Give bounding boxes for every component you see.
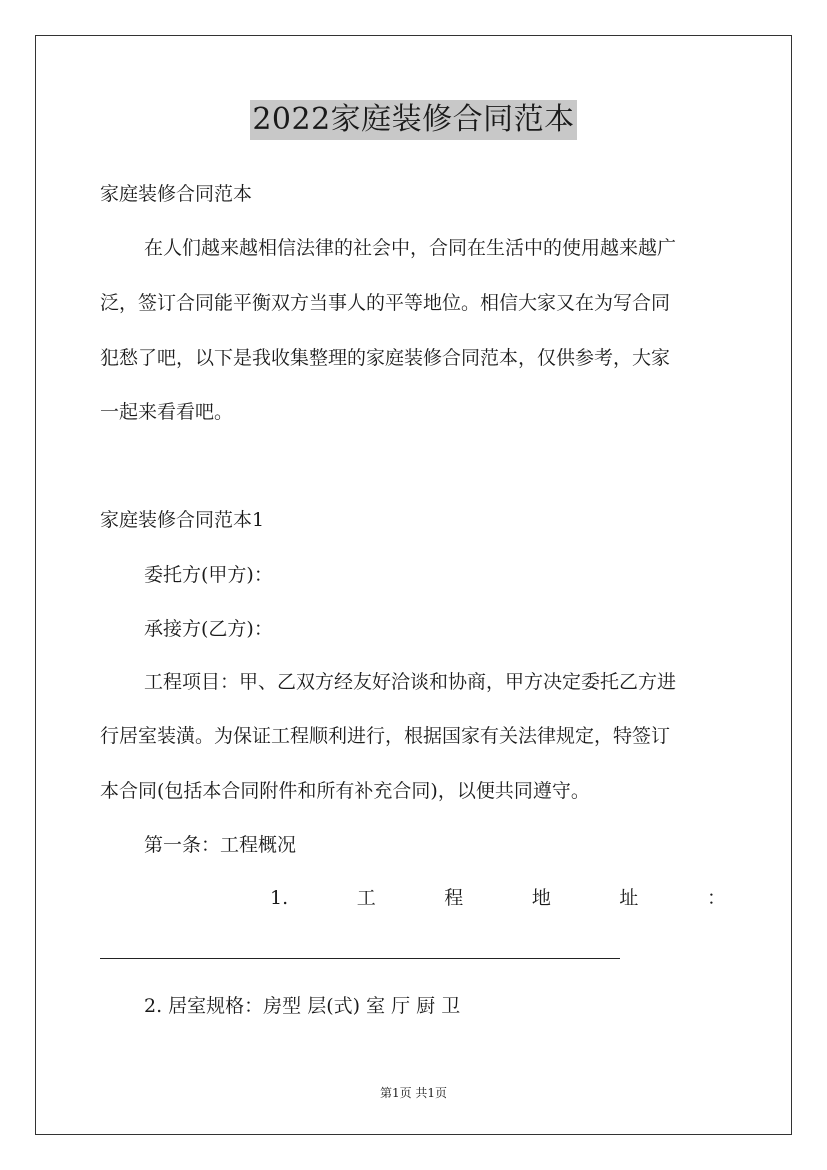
article-1-heading: 第一条：工程概况: [144, 834, 297, 856]
intro-line-3: 犯愁了吧，以下是我收集整理的家庭装修合同范本，仅供参考，大家: [100, 347, 671, 369]
address-char: 工: [356, 887, 376, 909]
address-char: 址: [619, 887, 639, 909]
document-title: 2022家庭装修合同范本: [250, 100, 576, 140]
party-a-label: 委托方(甲方)：: [144, 564, 273, 586]
address-char: 地: [531, 887, 551, 909]
document-subtitle: 家庭装修合同范本: [100, 183, 253, 205]
party-b-label: 承接方(乙方)：: [144, 618, 273, 640]
project-line-3: 本合同(包括本合同附件和所有补充合同)，以便共同遵守。: [100, 780, 590, 802]
room-spec-line: 2. 居室规格：房型 层(式) 室 厅 厨 卫: [144, 995, 461, 1017]
section-heading: 家庭装修合同范本1: [100, 509, 265, 531]
project-line-1: 工程项目：甲、乙双方经友好洽谈和协商，甲方决定委托乙方进: [144, 671, 677, 693]
address-field-label: [270, 886, 726, 910]
page-footer: 第1页 共1页: [379, 1086, 448, 1100]
address-char: 程: [444, 887, 464, 909]
intro-line-1: 在人们越来越相信法律的社会中，合同在生活中的使用越来越广: [144, 237, 677, 259]
intro-line-2: 泛，签订合同能平衡双方当事人的平等地位。相信大家又在为写合同: [100, 292, 671, 314]
intro-line-4: 一起来看看吧。: [100, 401, 234, 423]
address-blank-line: [100, 958, 620, 959]
project-line-2: 行居室装潢。为保证工程顺利进行，根据国家有关法律规定，特签订: [100, 725, 671, 747]
address-char: ：: [706, 887, 726, 909]
address-char: 1.: [270, 887, 289, 909]
